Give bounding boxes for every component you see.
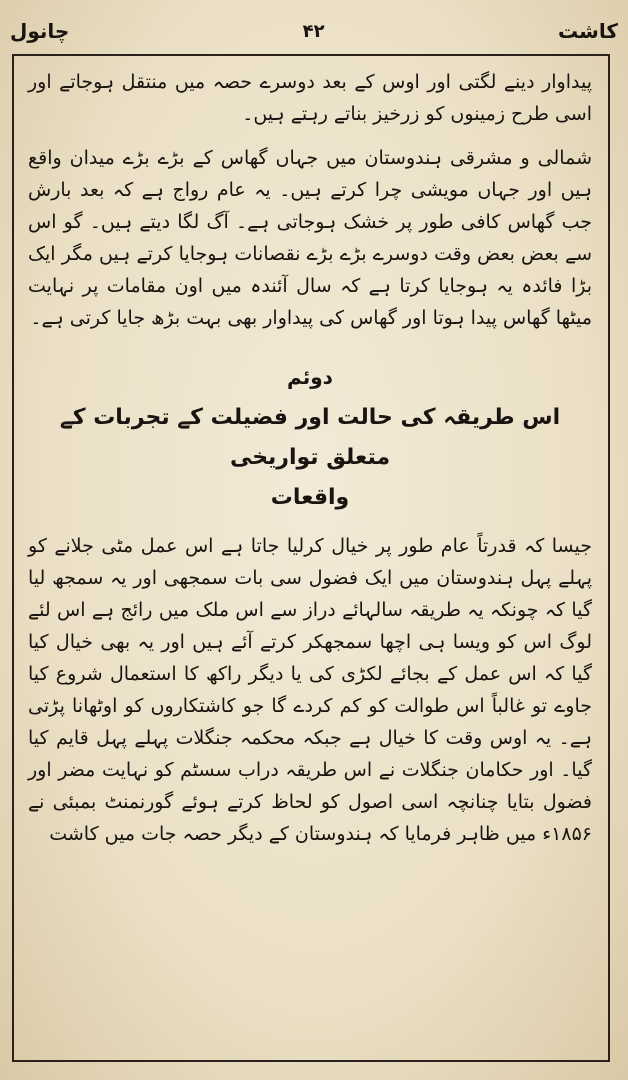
paragraph-intro: پیداوار دینے لگتی اور اوس کے بعد دوسرے حصہ میں منتقل ہوجاتے اور اسی طرح زمینوں کو زرخیز بناتے رہتے ہیں۔ [28, 71, 592, 125]
page-header [10, 14, 618, 48]
page-number: ۴۲ [302, 20, 325, 42]
text-frame [12, 54, 610, 1062]
section-heading-line1: اس طریقہ کی حالت اور فضیلت کے تجربات کے متعلق تواریخی [59, 405, 561, 470]
running-title-right: کاشت [558, 19, 618, 43]
section-heading-line2: واقعات [270, 485, 350, 510]
paragraph-grass-burning: شمالی و مشرقی ہندوستان میں جہاں گھاس کے بڑے بڑے میدان واقع ہیں اور جہاں مویشی چرا کرتے ہیں۔ یہ عام رواج ہے کہ بعد بارش جب گھاس کافی طور پر خشک ہوجاتی ہے۔ آگ لگا دیتے ہیں۔ گو اس سے بعض بعض وقت دوسرے بڑے بڑے نقصانات ہوجایا کرتے ہیں مگر ایک بڑا فائدہ یہ ہوجایا کرتا ہے کہ سال آئندہ میں اون مقامات پر نہایت میٹھا گھاس پیدا ہوتا اور گھاس کی پیداوار بھی بہت بڑھ جایا کرتی ہے۔ [28, 147, 592, 329]
running-title-left: چانول [10, 19, 70, 43]
paragraph-history: جیسا کہ قدرتاً عام طور پر خیال کرلیا جاتا ہے اس عمل مٹی جلانے کو پہلے پہل ہندوستان میں ایک فضول سی بات سمجھی اور یہ سمجھ لیا گیا کہ چونکہ یہ طریقہ سالہائے دراز سے اس ملک میں رائج ہے اس لئے لوگ اس کو ویسا ہی اچھا سمجھکر کرتے آئے ہیں اور یہ بھی خیال کیا گیا کہ اس عمل کے بجائے لکڑی کی یا دیگر راکھ کا استعمال شروع کیا جاوے تو غالباً اس طوالت کو کم کردے گا جو کاشتکاروں کو اوٹھانا پڑتی ہے۔ یہ اوس وقت کا خیال ہے جبکہ محکمہ جنگلات پہلے پہل قایم کیا گیا۔ اور حکامان جنگلات نے اس طریقہ دراب سسٹم کو نہایت مضر اور فضول بتایا چنانچہ اسی اصول کو لحاظ کرتے ہوئے گورنمنٹ بمبئی نے ۱۸۵۶ء میں ظاہر فرمایا کہ ہندوستان کے دیگر حصہ جات میں کاشت [28, 535, 592, 845]
section-number: دوئم [287, 365, 333, 389]
